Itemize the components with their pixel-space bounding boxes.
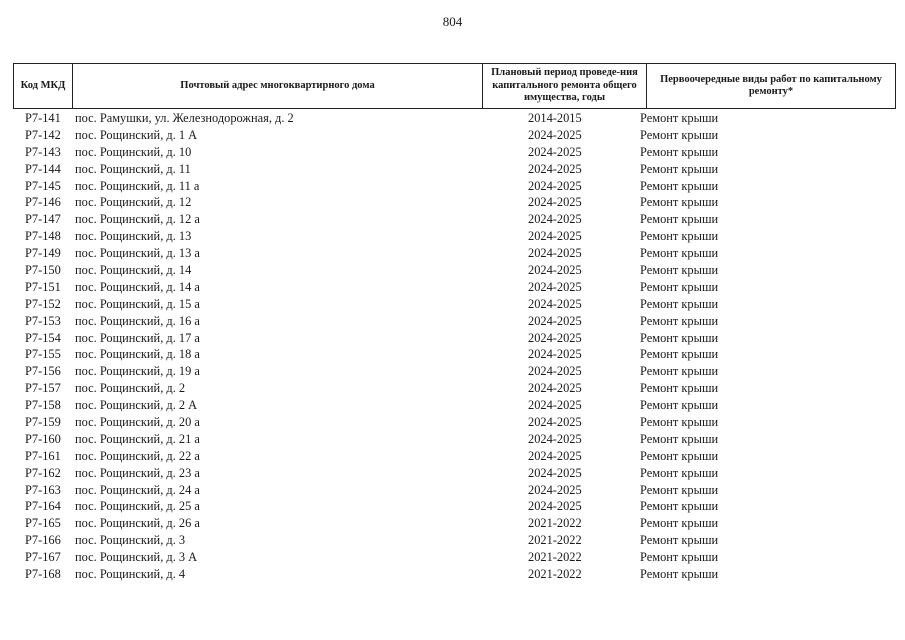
row-works: Ремонт крыши [640, 144, 719, 159]
row-period: 2024-2025 [528, 263, 582, 278]
row-code: Р7-145 [25, 178, 61, 193]
row-period: 2024-2025 [528, 465, 582, 480]
row-works: Ремонт крыши [640, 246, 719, 261]
row-address: пос. Рощинский, д. 24 а [75, 482, 200, 497]
row-code: Р7-166 [25, 533, 61, 548]
row-address: пос. Рощинский, д. 1 А [75, 127, 198, 142]
row-address: пос. Рощинский, д. 12 [75, 195, 192, 210]
row-code: Р7-153 [25, 313, 61, 328]
table-row [13, 262, 896, 279]
row-address: пос. Рощинский, д. 12 а [75, 212, 200, 227]
row-address: пос. Рощинский, д. 13 [75, 229, 192, 244]
table-row [13, 313, 896, 330]
row-code: Р7-155 [25, 347, 61, 362]
row-address: пос. Рощинский, д. 2 А [75, 398, 198, 413]
table-body [13, 110, 896, 583]
row-works: Ремонт крыши [640, 415, 719, 430]
row-period: 2024-2025 [528, 499, 582, 514]
row-works: Ремонт крыши [640, 381, 719, 396]
table-row [13, 161, 896, 178]
row-code: Р7-156 [25, 364, 61, 379]
row-address: пос. Рощинский, д. 17 а [75, 330, 200, 345]
row-works: Ремонт крыши [640, 296, 719, 311]
row-works: Ремонт крыши [640, 516, 719, 531]
row-address: пос. Рощинский, д. 2 [75, 381, 186, 396]
row-period: 2024-2025 [528, 127, 582, 142]
row-period: 2024-2025 [528, 296, 582, 311]
header-code: Код МКД [14, 64, 73, 108]
row-period: 2024-2025 [528, 229, 582, 244]
row-address: пос. Рощинский, д. 10 [75, 144, 192, 159]
table-row [13, 515, 896, 532]
row-address: пос. Рощинский, д. 13 а [75, 246, 200, 261]
table-row [13, 279, 896, 296]
row-works: Ремонт крыши [640, 229, 719, 244]
row-works: Ремонт крыши [640, 431, 719, 446]
row-works: Ремонт крыши [640, 398, 719, 413]
row-address: пос. Рощинский, д. 20 а [75, 415, 200, 430]
row-code: Р7-149 [25, 246, 61, 261]
table-row [13, 431, 896, 448]
page-number: 804 [442, 14, 463, 29]
row-period: 2024-2025 [528, 448, 582, 463]
row-address: пос. Рощинский, д. 26 а [75, 516, 200, 531]
table-row [13, 566, 896, 583]
row-address: пос. Рощинский, д. 22 а [75, 448, 200, 463]
row-code: Р7-163 [25, 482, 61, 497]
row-code: Р7-152 [25, 296, 61, 311]
row-address: пос. Рощинский, д. 14 [75, 263, 192, 278]
row-period: 2024-2025 [528, 364, 582, 379]
row-works: Ремонт крыши [640, 347, 719, 362]
row-works: Ремонт крыши [640, 533, 719, 548]
row-works: Ремонт крыши [640, 482, 719, 497]
row-period: 2024-2025 [528, 246, 582, 261]
row-works: Ремонт крыши [640, 212, 719, 227]
table-row [13, 178, 896, 195]
table-row [13, 144, 896, 161]
row-code: Р7-160 [25, 431, 61, 446]
row-code: Р7-141 [25, 111, 61, 125]
table-row [13, 549, 896, 566]
table-row [13, 211, 896, 228]
table-row [13, 194, 896, 211]
table-row [13, 482, 896, 499]
row-code: Р7-142 [25, 127, 61, 142]
row-works: Ремонт крыши [640, 364, 719, 379]
row-period: 2024-2025 [528, 330, 582, 345]
row-code: Р7-157 [25, 381, 61, 396]
row-code: Р7-147 [25, 212, 61, 227]
table-row [13, 330, 896, 347]
row-address: пос. Рощинский, д. 4 [75, 567, 186, 582]
row-address: пос. Рамушки, ул. Железнодорожная, д. 2 [75, 111, 294, 125]
row-works: Ремонт крыши [640, 313, 719, 328]
row-works: Ремонт крыши [640, 161, 719, 176]
row-works: Ремонт крыши [640, 550, 719, 565]
row-period: 2021-2022 [528, 550, 582, 565]
row-period: 2024-2025 [528, 398, 582, 413]
table-row [13, 397, 896, 414]
row-period: 2024-2025 [528, 144, 582, 159]
row-address: пос. Рощинский, д. 18 а [75, 347, 200, 362]
row-period: 2024-2025 [528, 313, 582, 328]
row-address: пос. Рощинский, д. 14 а [75, 279, 200, 294]
row-code: Р7-161 [25, 448, 61, 463]
row-period: 2024-2025 [528, 279, 582, 294]
row-code: Р7-165 [25, 516, 61, 531]
table-row [13, 127, 896, 144]
row-address: пос. Рощинский, д. 3 [75, 533, 186, 548]
table-row [13, 245, 896, 262]
table-row [13, 448, 896, 465]
header-address: Почтовый адрес многоквартирного дома [73, 64, 483, 108]
row-period: 2024-2025 [528, 431, 582, 446]
row-address: пос. Рощинский, д. 25 а [75, 499, 200, 514]
row-works: Ремонт крыши [640, 330, 719, 345]
row-works: Ремонт крыши [640, 127, 719, 142]
row-period: 2014-2015 [528, 111, 582, 125]
row-period: 2021-2022 [528, 567, 582, 582]
table-row [13, 228, 896, 245]
row-address: пос. Рощинский, д. 11 а [75, 178, 200, 193]
row-period: 2024-2025 [528, 161, 582, 176]
row-works: Ремонт крыши [640, 567, 719, 582]
row-period: 2021-2022 [528, 516, 582, 531]
header-works: Первоочередные виды работ по капитальному ремонту* [660, 73, 882, 97]
row-code: Р7-162 [25, 465, 61, 480]
row-address: пос. Рощинский, д. 21 а [75, 431, 200, 446]
header-period: Плановый период проведе-ния капитального ремонта общего имущества, годы [483, 64, 647, 108]
row-code: Р7-143 [25, 144, 61, 159]
row-address: пос. Рощинский, д. 3 А [75, 550, 198, 565]
row-works: Ремонт крыши [640, 195, 719, 210]
row-code: Р7-164 [25, 499, 61, 514]
row-works: Ремонт крыши [640, 279, 719, 294]
row-period: 2024-2025 [528, 482, 582, 497]
table-row [13, 498, 896, 515]
row-period: 2024-2025 [528, 347, 582, 362]
row-works: Ремонт крыши [640, 178, 719, 193]
row-address: пос. Рощинский, д. 19 а [75, 364, 200, 379]
row-period: 2024-2025 [528, 381, 582, 396]
row-period: 2024-2025 [528, 212, 582, 227]
row-works: Ремонт крыши [640, 263, 719, 278]
table-row [13, 110, 896, 127]
row-works: Ремонт крыши [640, 465, 719, 480]
table-row [13, 532, 896, 549]
row-code: Р7-167 [25, 550, 61, 565]
table-row [13, 414, 896, 431]
row-code: Р7-148 [25, 229, 61, 244]
row-address: пос. Рощинский, д. 16 а [75, 313, 200, 328]
table-row [13, 380, 896, 397]
row-code: Р7-144 [25, 161, 61, 176]
table-row [13, 346, 896, 363]
row-code: Р7-151 [25, 279, 61, 294]
row-address: пос. Рощинский, д. 15 а [75, 296, 200, 311]
row-address: пос. Рощинский, д. 23 а [75, 465, 200, 480]
row-period: 2021-2022 [528, 533, 582, 548]
row-code: Р7-150 [25, 263, 61, 278]
table-row [13, 363, 896, 380]
row-address: пос. Рощинский, д. 11 [75, 161, 191, 176]
table-row [13, 296, 896, 313]
row-period: 2024-2025 [528, 415, 582, 430]
row-code: Р7-159 [25, 415, 61, 430]
row-works: Ремонт крыши [640, 111, 719, 125]
row-period: 2024-2025 [528, 178, 582, 193]
row-period: 2024-2025 [528, 195, 582, 210]
row-works: Ремонт крыши [640, 448, 719, 463]
row-code: Р7-158 [25, 398, 61, 413]
table-row [13, 465, 896, 482]
row-code: Р7-168 [25, 567, 61, 582]
row-code: Р7-154 [25, 330, 61, 345]
row-works: Ремонт крыши [640, 499, 719, 514]
row-code: Р7-146 [25, 195, 61, 210]
table-header [13, 63, 896, 109]
